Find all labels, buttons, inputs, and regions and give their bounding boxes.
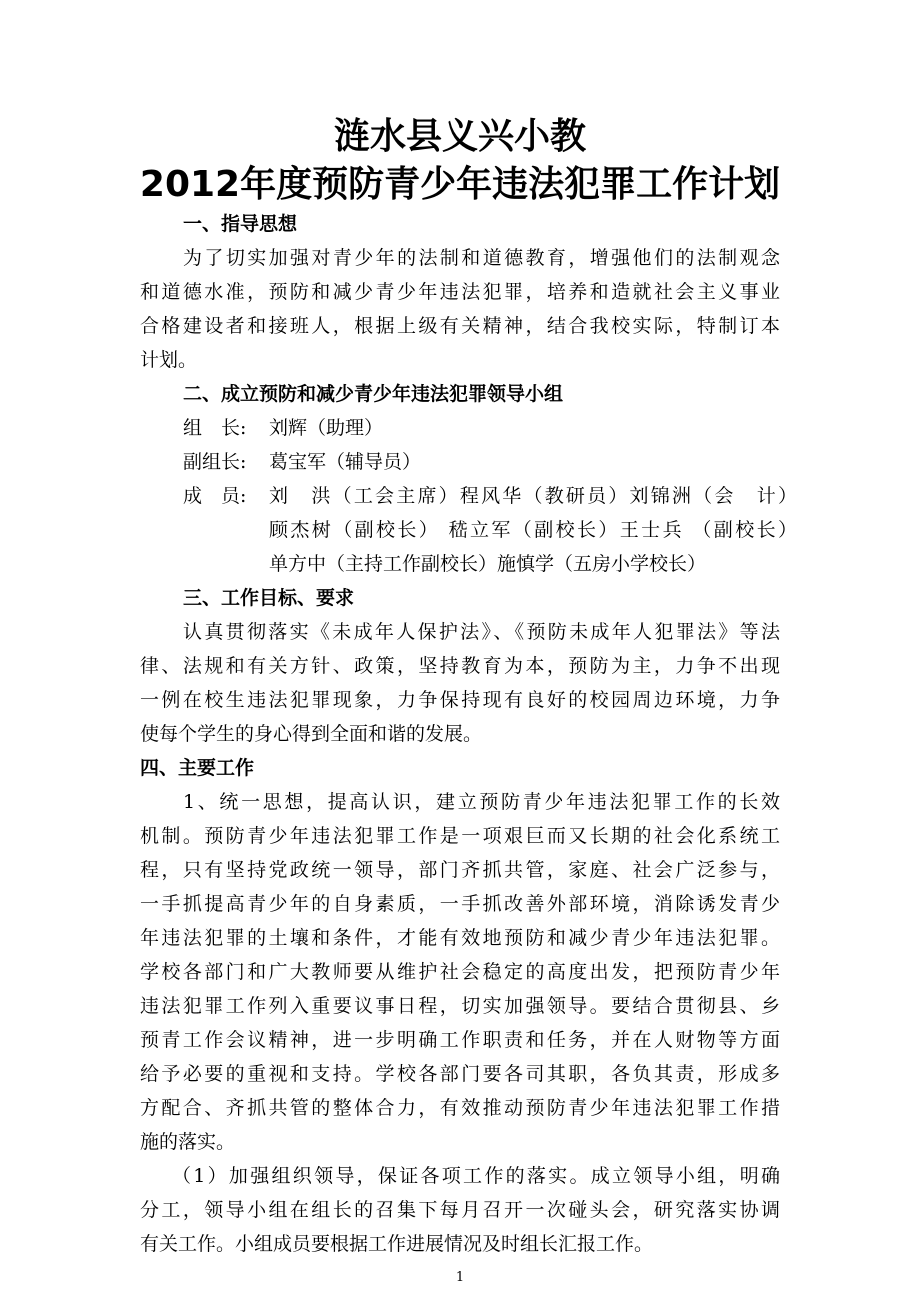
leader-name: 刘辉（助理） [269, 417, 384, 439]
section1-line: 为了切实加强对青少年的法制和道德教育，增强他们的法制观念 [183, 247, 780, 269]
section3-line: 一例在校生违法犯罪现象，力争保持现有良好的校园周边环境，力争 [140, 689, 780, 711]
section1-line: 合格建设者和接班人，根据上级有关精神，结合我校实际，特制订本 [140, 315, 780, 337]
leader-label: 组 长: [183, 417, 247, 439]
section1-heading: 一、指导思想 [183, 213, 298, 235]
section4-para1-line: 1、统一思想，提高认识，建立预防青少年违法犯罪工作的长效 [183, 791, 780, 813]
members-line: 刘 洪（工会主席）程风华（教研员）刘锦洲（会 计） [269, 485, 797, 507]
section3-heading: 三、工作目标、要求 [183, 587, 355, 609]
section3-line: 律、法规和有关方针、政策，坚持教育为本，预防为主，力争不出现 [140, 655, 780, 677]
document-title-line2: 2012年度预防青少年违法犯罪工作计划 [139, 164, 781, 205]
section4-para1-line: 方配合、齐抓共管的整体合力，有效推动预防青少年违法犯罪工作措 [140, 1097, 780, 1119]
section4-para1-line: 程，只有坚持党政统一领导，部门齐抓共管，家庭、社会广泛参与， [140, 859, 780, 881]
section4-para1-line: 一手抓提高青少年的自身素质，一手抓改善外部环境，消除诱发青少 [140, 893, 780, 915]
section4-para1-line: 违法犯罪工作列入重要议事日程，切实加强领导。要结合贯彻县、乡 [140, 995, 780, 1017]
page-number: 1 [455, 1270, 465, 1285]
section4-para1-line: 年违法犯罪的土壤和条件，才能有效地预防和减少青少年违法犯罪。 [140, 927, 780, 949]
section4-para1-line: 预青工作会议精神，进一步明确工作职责和任务，并在人财物等方面 [140, 1029, 780, 1051]
section4-para2-line: （1）加强组织领导，保证各项工作的落实。成立领导小组，明确 [172, 1165, 780, 1187]
members-label: 成 员: [183, 485, 247, 507]
document-title-line1: 涟水县义兴小教 [333, 116, 586, 157]
deputy-name: 葛宝军（辅导员） [269, 451, 422, 473]
section4-para1-line: 机制。预防青少年违法犯罪工作是一项艰巨而又长期的社会化系统工 [140, 825, 780, 847]
section4-para1-line: 施的落实。 [140, 1131, 236, 1153]
section4-para2-line: 有关工作。小组成员要根据工作进展情况及时组长汇报工作。 [140, 1233, 654, 1255]
members-line: 顾杰树（副校长） 嵇立军（副校长）王士兵 （副校长） [269, 519, 797, 541]
section1-line: 计划。 [140, 349, 198, 371]
section3-line: 使每个学生的身心得到全面和谐的发展。 [140, 723, 483, 745]
section4-para1-line: 学校各部门和广大教师要从维护社会稳定的高度出发，把预防青少年 [140, 961, 780, 983]
section4-para1-line: 给予必要的重视和支持。学校各部门要各司其职，各负其责，形成多 [140, 1063, 780, 1085]
members-line: 单方中（主持工作副校长）施慎学（五房小学校长） [269, 553, 707, 575]
deputy-label: 副组长: [183, 451, 247, 473]
section3-line: 认真贯彻落实《未成年人保护法》、《预防未成年人犯罪法》等法 [183, 621, 780, 643]
section1-line: 和道德水准，预防和减少青少年违法犯罪，培养和造就社会主义事业 [140, 281, 780, 303]
section2-heading: 二、成立预防和减少青少年违法犯罪领导小组 [183, 383, 564, 405]
section4-heading: 四、主要工作 [140, 757, 255, 779]
section4-para2-line: 分工，领导小组在组长的召集下每月召开一次碰头会，研究落实协调 [140, 1199, 780, 1221]
